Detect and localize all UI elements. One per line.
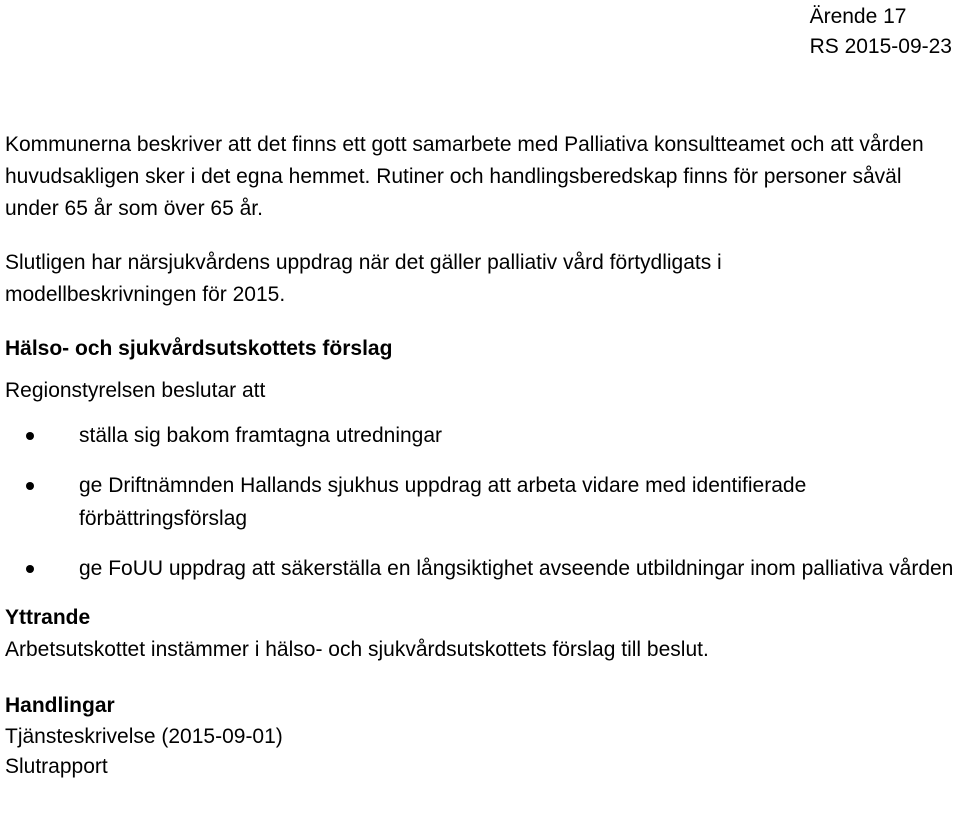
document-item: Tjänsteskrivelse (2015-09-01): [5, 725, 283, 748]
handlingar-heading: Handlingar: [5, 694, 115, 717]
proposal-intro: Regionstyrelsen beslutar att: [5, 379, 266, 402]
document-list: [5, 722, 955, 782]
bullet-icon: [26, 432, 34, 440]
proposal-heading: Hälso- och sjukvårdsutskottets förslag: [5, 337, 393, 360]
bullet-icon: [26, 482, 34, 490]
paragraph: Kommunerna beskriver att det finns ett gott samarbete med Palliativa konsultteamet och att vården huvudsakligen sker i det egna hemmet. Rutiner och handlingsberedskap finns för personer såväl under 65 år som över 65 år.: [5, 133, 924, 220]
document-body: [5, 129, 955, 782]
list-item-text: ge FoUU uppdrag att säkerställa en långsiktighet avseende utbildningar inom palliativa vården: [79, 557, 954, 580]
paragraph: Slutligen har närsjukvårdens uppdrag när det gäller palliativ vård förtydligats i modellbeskrivningen för 2015.: [5, 251, 722, 306]
document-header: [810, 2, 952, 62]
list-item-text: ge Driftnämnden Hallands sjukhus uppdrag att arbeta vidare med identifierade förbättringsförslag: [79, 474, 807, 530]
decision-list: [5, 419, 955, 585]
case-number: Ärende 17: [809, 5, 907, 28]
yttrande-heading: Yttrande: [5, 606, 91, 629]
list-item: [5, 469, 955, 535]
meeting-date: RS 2015-09-23: [809, 35, 952, 58]
list-item: [5, 552, 955, 585]
list-item: [5, 419, 955, 452]
document-item: Slutrapport: [5, 755, 108, 778]
list-item-text: ställa sig bakom framtagna utredningar: [79, 424, 443, 447]
bullet-icon: [26, 565, 34, 573]
yttrande-text: Arbetsutskottet instämmer i hälso- och sjukvårdsutskottets förslag till beslut.: [5, 638, 709, 661]
